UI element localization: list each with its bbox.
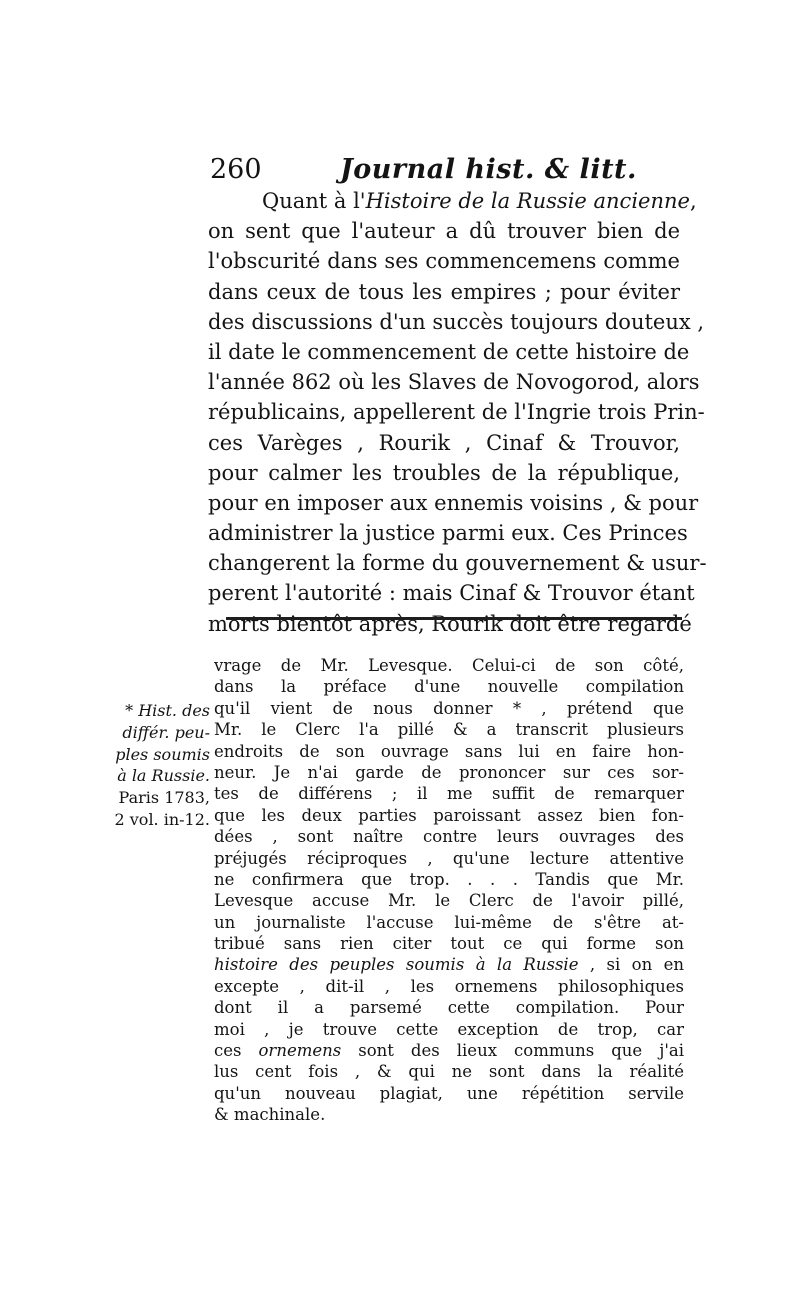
main-text-block bbox=[208, 186, 707, 639]
main-text-line: républicains, appellerent de l'Ingrie trois Prin- bbox=[208, 400, 705, 425]
footnote-text-block bbox=[214, 655, 684, 1126]
footnote-line: dées , sont naître contre leurs ouvrages des bbox=[214, 827, 684, 847]
main-text-line: l'année 862 où les Slaves de Novogorod, alors bbox=[208, 370, 700, 395]
running-head bbox=[210, 153, 680, 187]
footnote-line: & machinale. bbox=[214, 1105, 326, 1125]
main-text-line: morts bientôt après, Rourik doit être regardé bbox=[208, 611, 692, 636]
footnote-line-roman: , si on en bbox=[578, 955, 684, 975]
footnote-line: préjugés réciproques , qu'une lecture attentive bbox=[214, 848, 684, 868]
main-text-line: on sent que l'auteur a dû trouver bien de bbox=[208, 219, 680, 244]
footnote-line: tes de différens ; il me suffit de remarquer bbox=[214, 784, 684, 804]
footnote-separator-rule bbox=[226, 617, 682, 620]
footnote-line: vrage de Mr. Levesque. Celui-ci de son côté, bbox=[214, 656, 684, 675]
footnote-line-roman: ces bbox=[214, 1041, 259, 1061]
marginal-note bbox=[62, 700, 210, 831]
main-text-line-roman: Quant à l' bbox=[262, 189, 366, 213]
footnote-line bbox=[214, 1019, 684, 1040]
footnote-line bbox=[214, 1040, 684, 1061]
marginal-note-line: * Hist. des bbox=[125, 701, 210, 720]
marginal-note-line: différ. peu- bbox=[122, 722, 210, 742]
marginal-note-line: à la Russie. bbox=[117, 766, 210, 786]
marginal-note-line: ples soumis bbox=[115, 744, 210, 764]
footnote-line: tribué sans rien citer tout ce qui forme son bbox=[214, 934, 684, 954]
marginal-note-line: 2 vol. in-12. bbox=[114, 809, 210, 829]
main-text-line-italic: Histoire de la Russie ancienne bbox=[365, 189, 690, 213]
footnote-line: ne confirmera que trop. . . . Tandis que Mr. bbox=[214, 869, 684, 889]
main-text-line bbox=[208, 186, 697, 216]
footnote-line-italic: histoire des peuples soumis à la Russie bbox=[214, 955, 579, 975]
footnote-line-italic: ornemens bbox=[258, 1041, 342, 1061]
footnote-line: qu'il vient de nous donner * , prétend que bbox=[214, 698, 684, 718]
main-text-line: perent l'autorité : mais Cinaf & Trouvor étant bbox=[208, 581, 695, 606]
footnote-line: dont il a parsemé cette compilation. Pour bbox=[214, 998, 684, 1018]
footnote-line: excepte , dit-il , les ornemens philosophiques bbox=[214, 976, 684, 996]
footnote-line: neur. Je n'ai garde de prononcer sur ces sor- bbox=[214, 762, 684, 782]
main-text-line: l'obscurité dans ses commencemens comme bbox=[208, 249, 680, 274]
footnote-line: Levesque accuse Mr. le Clerc de l'avoir pillé, bbox=[214, 891, 684, 911]
main-text-line: dans ceux de tous les empires ; pour éviter bbox=[208, 279, 680, 304]
footnote-line: dans la préface d'une nouvelle compilation bbox=[214, 677, 684, 697]
footnote-line-roman: moi , je trouve cette exception de trop, car bbox=[214, 1019, 684, 1039]
main-text-line: il date le commencement de cette histoire de bbox=[208, 339, 690, 364]
footnote-line-roman: sont des lieux communs que j'ai bbox=[341, 1041, 684, 1061]
main-text-line: des discussions d'un succès toujours douteux , bbox=[208, 309, 705, 334]
main-text-line: ces Varèges , Rourik , Cinaf & Trouvor, bbox=[208, 430, 680, 455]
footnote-line bbox=[214, 954, 684, 975]
footnote-line: qu'un nouveau plagiat, une répétition servile bbox=[214, 1083, 684, 1103]
main-text-line: pour en imposer aux ennemis voisins , & pour bbox=[208, 490, 699, 515]
footnote-line: Mr. le Clerc l'a pillé & a transcrit plusieurs bbox=[214, 720, 684, 740]
main-text-line: pour calmer les troubles de la république, bbox=[208, 460, 680, 485]
footnote-line: endroits de son ouvrage sans lui en faire hon- bbox=[214, 741, 684, 761]
marginal-note-line: Paris 1783, bbox=[118, 788, 210, 808]
footnote-line: lus cent fois , & qui ne sont dans la réalité bbox=[214, 1062, 684, 1082]
main-text-line: administrer la justice parmi eux. Ces Princes bbox=[208, 521, 688, 546]
footnote-line: que les deux parties paroissant assez bien fon- bbox=[214, 805, 684, 825]
running-title: Journal hist. & litt. bbox=[340, 154, 637, 185]
main-text-line: changerent la forme du gouvernement & usur- bbox=[208, 551, 707, 576]
footnote-line: un journaliste l'accuse lui-même de s'être at- bbox=[214, 912, 684, 932]
main-text-line-roman: , bbox=[689, 189, 697, 213]
page-number: 260 bbox=[210, 154, 262, 185]
